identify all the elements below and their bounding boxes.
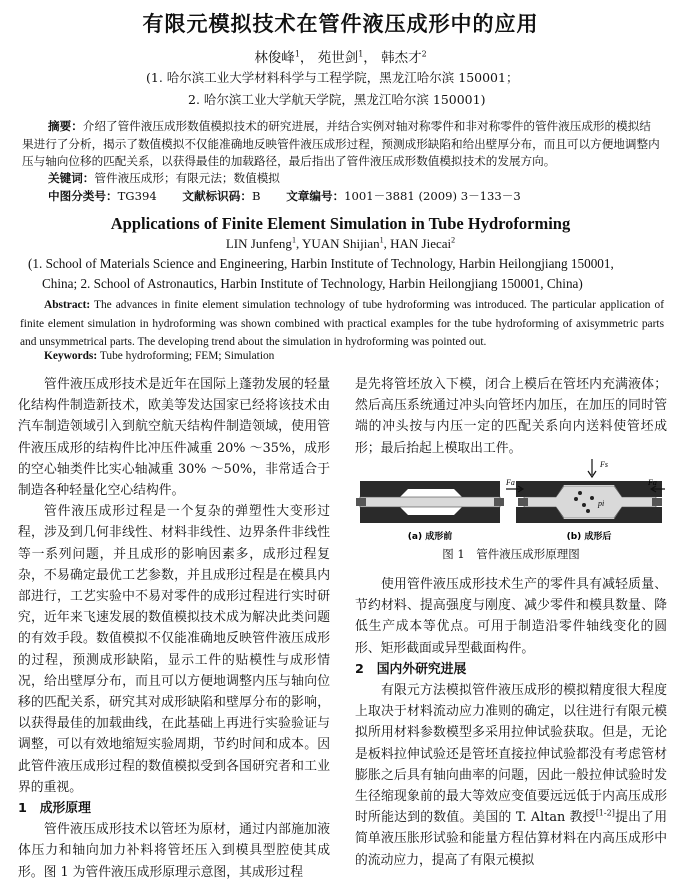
paragraph: 管件液压成形过程是一个复杂的弹塑性大变形过程，涉及到几何非线性、材料非线性、边界条件非线性等一系列问题，并且成形的影响因素多，成形过程复杂，不易确定最优工艺参数，并且成形过程是在模具内部进行，工艺实验中不易对零件的成形过程进行实时研究，近年来飞速发展的数值模拟技术成为解决此类问题的有效手段。数值模拟不仅能准确地反映管件液压成形的过程，预测成形缺陷，显示工件的贴模性与成形情况，给出壁厚分布，而且可以方便地调整内压与轴向位移的匹配关系，研究其对成形缺陷和壁厚分布的影响，以获得最佳的加载曲线，在此基础上再进行实验验证与调整，可以有效地缩短实验周期，节约时间和成本。因此管件液压成形过程的数值模拟受到各国研究者和工业界的重视。: [18, 504, 330, 795]
author-3-cn-sup: 2: [421, 49, 427, 59]
author-1-en-sup: 1: [291, 235, 296, 245]
author-1-cn: 林俊峰: [254, 50, 295, 66]
left-punch-a: [356, 498, 366, 506]
figure-panel-a: [356, 481, 504, 523]
keywords-cn-label: 关键词：: [48, 171, 95, 185]
author-2-en-sup: 1: [379, 235, 384, 245]
fig-label-fa-left: Fa: [506, 478, 515, 487]
keywords-cn-text: 管件液压成形；有限元法；数值模拟: [94, 171, 280, 185]
paragraph: 使用管件液压成形技术生产的零件具有减轻质量、节约材料、提高强度与刚度、减少零件和模具数量、降低生产成本等优点。可用于制造沿零件轴线变化的圆形、矩形截面或异型截面构件。: [355, 577, 667, 656]
figure-panel-b: [506, 459, 665, 523]
author-1-en: LIN Junfeng: [225, 236, 292, 251]
paragraph: [355, 680, 667, 871]
left-punch-b: [518, 498, 528, 506]
paragraph: 管件液压成形技术是近年在国际上蓬勃发展的轻量化结构件制造新技术，欧美等发达国家已经将该技术由汽车制造领域引入到航空航天结构件制造领域，使用管件液压成形的结构件比冲压件减重 20% ～35%，成形的空心轴类件比实心轴减重 30% ～50%，非常适合于制造各种轻量化空心结构件。: [18, 377, 330, 499]
fig-subcaption-a: (a) 成形前: [407, 532, 453, 542]
keywords-en: [44, 350, 274, 362]
article-number-label: 文章编号：: [286, 189, 345, 203]
fig-subcaption-b: (b) 成形后: [566, 532, 612, 542]
class-number-value: TG394: [117, 189, 157, 203]
tube-blank-a: [360, 497, 500, 507]
upper-die-cavity-a: [400, 489, 462, 497]
body-left-column: [18, 374, 330, 883]
abstract-cn-text: 介绍了管件液压成形数值模拟技术的研究进展，并结合实例对轴对称零件和非对称零件的管件液压成形的模拟结果进行了分析，揭示了数值模拟不仅能准确地反映管件液压成形过程，预测成形缺陷和给出壁厚分布，而且可以方便地调整内压与轴向位移的匹配关系，以获得最佳的加载路径，最后指出了管件液压成形数值模拟技术的发展方向。: [22, 119, 660, 168]
keywords-cn: [48, 170, 280, 186]
fluid-dot: [582, 503, 586, 507]
paragraph-text: 有限元方法模拟管件液压成形的模拟精度很大程度上取决于材料流动应力准则的确定，以往进行有限元模拟所用材料参数模型多采用拉伸试验获取。但是，无论是板料拉伸试验还是管坯直接拉伸试验都没有考虑管材膨胀之后具有轴向曲率的问题，因此一般拉伸试验时发生径缩现象前的最大等效应变值要远远低于内高压成形时所能达到的数值。美国的 T. Altan 教授: [355, 683, 667, 826]
fluid-dot: [578, 491, 582, 495]
paper-title-cn: 有限元模拟技术在管件液压成形中的应用: [142, 12, 539, 36]
paragraph: 管件液压成形技术以管坯为原材，通过内部施加液体压力和轴向加力补料将管坯压入到模具型腔使其成形。图 1 为管件液压成形原理示意图，其成形过程: [18, 822, 330, 880]
fluid-dot: [574, 497, 578, 501]
right-punch-a: [494, 498, 504, 506]
keywords-en-text: Tube hydroforming; FEM; Simulation: [99, 350, 275, 362]
author-3-en-sup: 2: [451, 235, 456, 245]
paragraph: 是先将管坯放入下模，闭合上模后在管坯内充满液体；然后高压系统通过冲头向管坯内加压，在加压的同时管端的冲头按与内压一定的匹配关系向内送料使管坯成形；最后抬起上模取出工件。: [355, 377, 667, 456]
fluid-dot: [590, 496, 594, 500]
section-heading-2: 2 国内外研究进展: [355, 661, 467, 677]
affiliation-en-1: (1. School of Materials Science and Engineering, Harbin Institute of Technology, Harbin Heilongjiang 150001,: [28, 256, 614, 271]
authors-cn: 林俊峰$^1$， 苑世剑$^1$， 韩杰才$^2$: [254, 49, 427, 66]
abstract-cn-label: 摘要：: [48, 119, 83, 133]
body-right-column-top: [355, 374, 667, 459]
authors-en: LIN Junfeng$^1$, YUAN Shijian$^1$, HAN Jiecai$^2$: [225, 235, 456, 251]
abstract-en: [20, 296, 664, 352]
keywords-en-label: Keywords:: [44, 350, 98, 362]
fig-label-fs: Fs: [600, 460, 608, 469]
affiliation-cn-2: 2. 哈尔滨工业大学航天学院，黑龙江哈尔滨 150001): [188, 92, 486, 107]
author-2-en: YUAN Shijian: [301, 236, 380, 251]
fig-label-pi: pi: [598, 499, 605, 508]
author-2-cn: 苑世剑: [317, 50, 359, 66]
author-3-en: HAN Jiecai: [390, 236, 452, 251]
paper-title-en: Applications of Finite Element Simulation in Tube Hydroforming: [110, 214, 571, 233]
author-2-cn-sup: 1: [358, 49, 364, 59]
affiliation-en-2: China; 2. School of Astronautics, Harbin Institute of Technology, Harbin Heilongjiang 150001, China): [42, 276, 583, 291]
fig-label-fa-right: Fa: [648, 478, 657, 487]
doc-code-label: 文献标识码：: [182, 189, 252, 203]
figure-1-caption: 图 1 管件液压成形原理图: [442, 547, 580, 561]
paragraph-text-tail: 提出了用简单液压胀形试验和能量方程估算材料在内高压成形中的流动应力，提高了有限元模拟: [355, 810, 667, 868]
abstract-en-label: Abstract:: [44, 299, 91, 311]
author-3-cn: 韩杰才: [381, 50, 422, 66]
fs-arrow: [588, 459, 596, 477]
article-number-value: 1001－3881 (2009) 3－133－3: [344, 189, 521, 203]
fluid-dot: [586, 509, 590, 513]
author-1-cn-sup: 1: [294, 49, 300, 59]
abstract-en-text: The advances in finite element simulation technology of tube hydroforming was introduced. The particular application of finite element simulation in hydroforming was shown combined with practical examples for the tube hydroforming of axisymmetric parts and unsymmetrical parts. The developing trend about the simulation in hydroforming was pointed out.: [20, 299, 664, 348]
body-right-column-bottom: [355, 574, 667, 871]
affiliation-cn-1: (1. 哈尔滨工业大学材料科学与工程学院，黑龙江哈尔滨 150001；: [146, 70, 519, 85]
right-punch-b: [652, 498, 662, 506]
lower-die-cavity-a: [400, 507, 462, 515]
class-number-label: 中图分类号：: [48, 189, 118, 203]
doc-code-value: B: [251, 189, 261, 203]
classification-line: [48, 188, 521, 204]
abstract-cn: [22, 118, 662, 171]
citation-ref: [1-2]: [595, 808, 615, 818]
section-heading-1: 1 成形原理: [18, 801, 91, 817]
